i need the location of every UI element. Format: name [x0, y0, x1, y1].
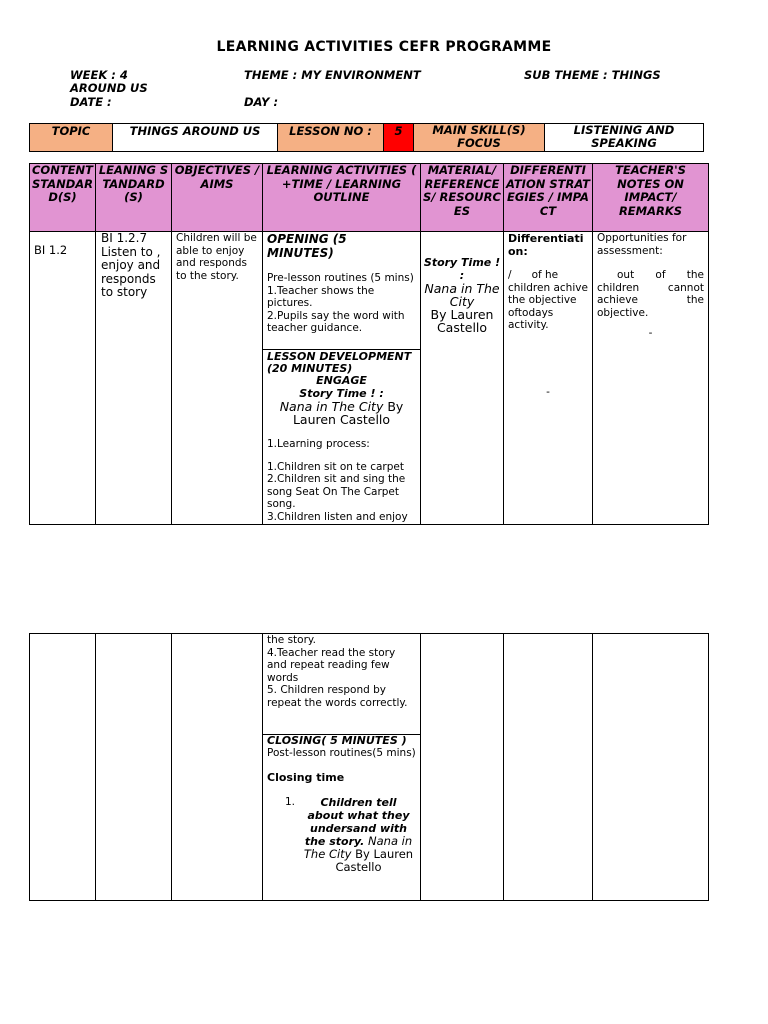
week-label: WEEK : 4: [70, 68, 128, 82]
header-differentiation: [503, 163, 593, 232]
closing-title: CLOSING( 5 MINUTES ): [267, 734, 407, 747]
row2-activities-cell: [262, 633, 421, 901]
row1-learning-std-cell: [95, 231, 172, 525]
header-materials-text: MATERIAL/ REFERENCES/ RESOURCES: [423, 163, 501, 218]
notes-assessment-label: Opportunities for assessment:: [597, 232, 687, 257]
differentiation-label: Differentiation:: [508, 232, 584, 258]
lesson-number: 5: [394, 124, 403, 138]
engage-label: ENGAGE: [316, 374, 367, 387]
topic-value-cell: [112, 123, 278, 152]
row2-content-cell: [29, 633, 96, 901]
opening-title: OPENING (5 MINUTES): [267, 232, 347, 260]
lesson-label: LESSON NO :: [289, 124, 372, 138]
material-story-time: Story Time ! :: [423, 256, 501, 282]
document-title: LEARNING ACTIVITIES CEFR PROGRAMME: [216, 39, 552, 55]
header-activities: [262, 163, 421, 232]
lesson-label-cell: [277, 123, 384, 152]
header-content-standard: [29, 163, 96, 232]
closing-time: Closing time: [267, 770, 345, 784]
row1-notes-cell: [592, 231, 709, 525]
header-differentiation-text: DIFFERENTIATION STRATEGIES / IMPACT: [506, 163, 590, 218]
skill-value: LISTENING AND SPEAKING: [573, 123, 675, 150]
story-title: Nana in The City: [279, 399, 384, 414]
row1-objectives-cell: [171, 231, 263, 525]
differentiation-text: / of he children achive the objective oftodays activity.: [508, 269, 592, 331]
learning-std-code: BI 1.2.7: [101, 231, 148, 245]
opening-line-3: 2.Pupils say the word with teacher guidance.: [267, 309, 405, 334]
header-objectives: [171, 163, 263, 232]
continued-line-3: 5. Children respond by repeat the words correctly.: [267, 684, 408, 709]
row2-notes-cell: [592, 633, 709, 901]
material-story-author: By Lauren Castello: [430, 307, 494, 335]
content-standard-value: BI 1.2: [34, 243, 68, 257]
topic-value: THINGS AROUND US: [129, 124, 261, 138]
continued-line-1: the story.: [267, 634, 316, 646]
header-activities-line2: +TIME / LEARNING OUTLINE: [281, 176, 402, 204]
learning-std-text: Listen to , enjoy and responds to story: [101, 244, 161, 299]
skill-label-cell: [413, 123, 545, 152]
row2-objectives-cell: [171, 633, 263, 901]
header-teacher-notes: [592, 163, 709, 232]
story-time-label: Story Time ! :: [299, 387, 384, 400]
story-author: Lauren Castello: [292, 412, 391, 427]
development-line-1: 1.Learning process:: [267, 438, 370, 450]
opening-line-2: 1.Teacher shows the pictures.: [267, 284, 375, 309]
topic-label-cell: [29, 123, 113, 152]
topic-label: TOPIC: [51, 124, 91, 138]
closing-item-author: By Lauren Castello: [335, 847, 414, 874]
continued-line-2: 4.Teacher read the story and repeat reading few words: [267, 646, 396, 684]
development-title-2: (20 MINUTES): [267, 362, 353, 375]
row1-differentiation-cell: [503, 231, 593, 525]
header-content-standard-text: CONTENT STANDARD(S): [31, 163, 94, 204]
objectives-text: Children will be able to enjoy and responds to the story.: [176, 232, 257, 282]
opening-line-1: Pre-lesson routines (5 mins): [267, 272, 414, 284]
date-label: DATE :: [70, 95, 112, 109]
row2-differentiation-cell: [503, 633, 593, 901]
story-by: By: [387, 399, 404, 414]
development-line-2: 1.Children sit on te carpet: [267, 460, 404, 473]
notes-dot: -: [648, 327, 653, 339]
header-activities-line1: LEARNING ACTIVITIES (: [266, 163, 417, 177]
development-line-4: 3.Children listen and enjoy: [267, 510, 408, 523]
row2-learning-std-cell: [95, 633, 172, 901]
theme-label: THEME : MY ENVIRONMENT: [244, 68, 421, 82]
header-learning-standard: [95, 163, 172, 232]
closing-item-number: 1.: [285, 796, 296, 808]
row1-content-cell: [29, 231, 96, 525]
differentiation-dot: -: [546, 385, 550, 398]
subtheme-label: SUB THEME : THINGS: [524, 68, 661, 82]
closing-item-title: Nana in The City: [303, 834, 413, 861]
header-objectives-text: OBJECTIVES / AIMS: [174, 163, 260, 191]
row2-materials-cell: [420, 633, 504, 901]
development-title-1: LESSON DEVELOPMENT: [267, 350, 412, 363]
header-materials: [420, 163, 504, 232]
lesson-number-cell: [383, 123, 414, 152]
notes-assessment-text: out of the children cannot achieve the objective.: [597, 269, 704, 319]
material-story-title: Nana in The City: [424, 281, 500, 309]
day-label: DAY :: [244, 95, 279, 109]
skill-value-cell: [544, 123, 704, 152]
closing-item-text: Children tell about what they undersand with the story.: [304, 796, 410, 848]
development-line-3: 2.Children sit and sing the song Seat On The Carpet song.: [267, 473, 406, 510]
header-learning-standard-text: LEANING STANDARD(S): [98, 163, 169, 204]
closing-routine: Post-lesson routines(5 mins): [267, 747, 416, 759]
skill-label: MAIN SKILL(S) FOCUS: [432, 123, 526, 150]
row1-materials-cell: [420, 231, 504, 525]
row1-activities-cell: [262, 231, 421, 525]
subtheme-continued: AROUND US: [70, 81, 148, 95]
header-teacher-notes-text: TEACHER'S NOTES ON IMPACT/ REMARKS: [615, 163, 686, 218]
